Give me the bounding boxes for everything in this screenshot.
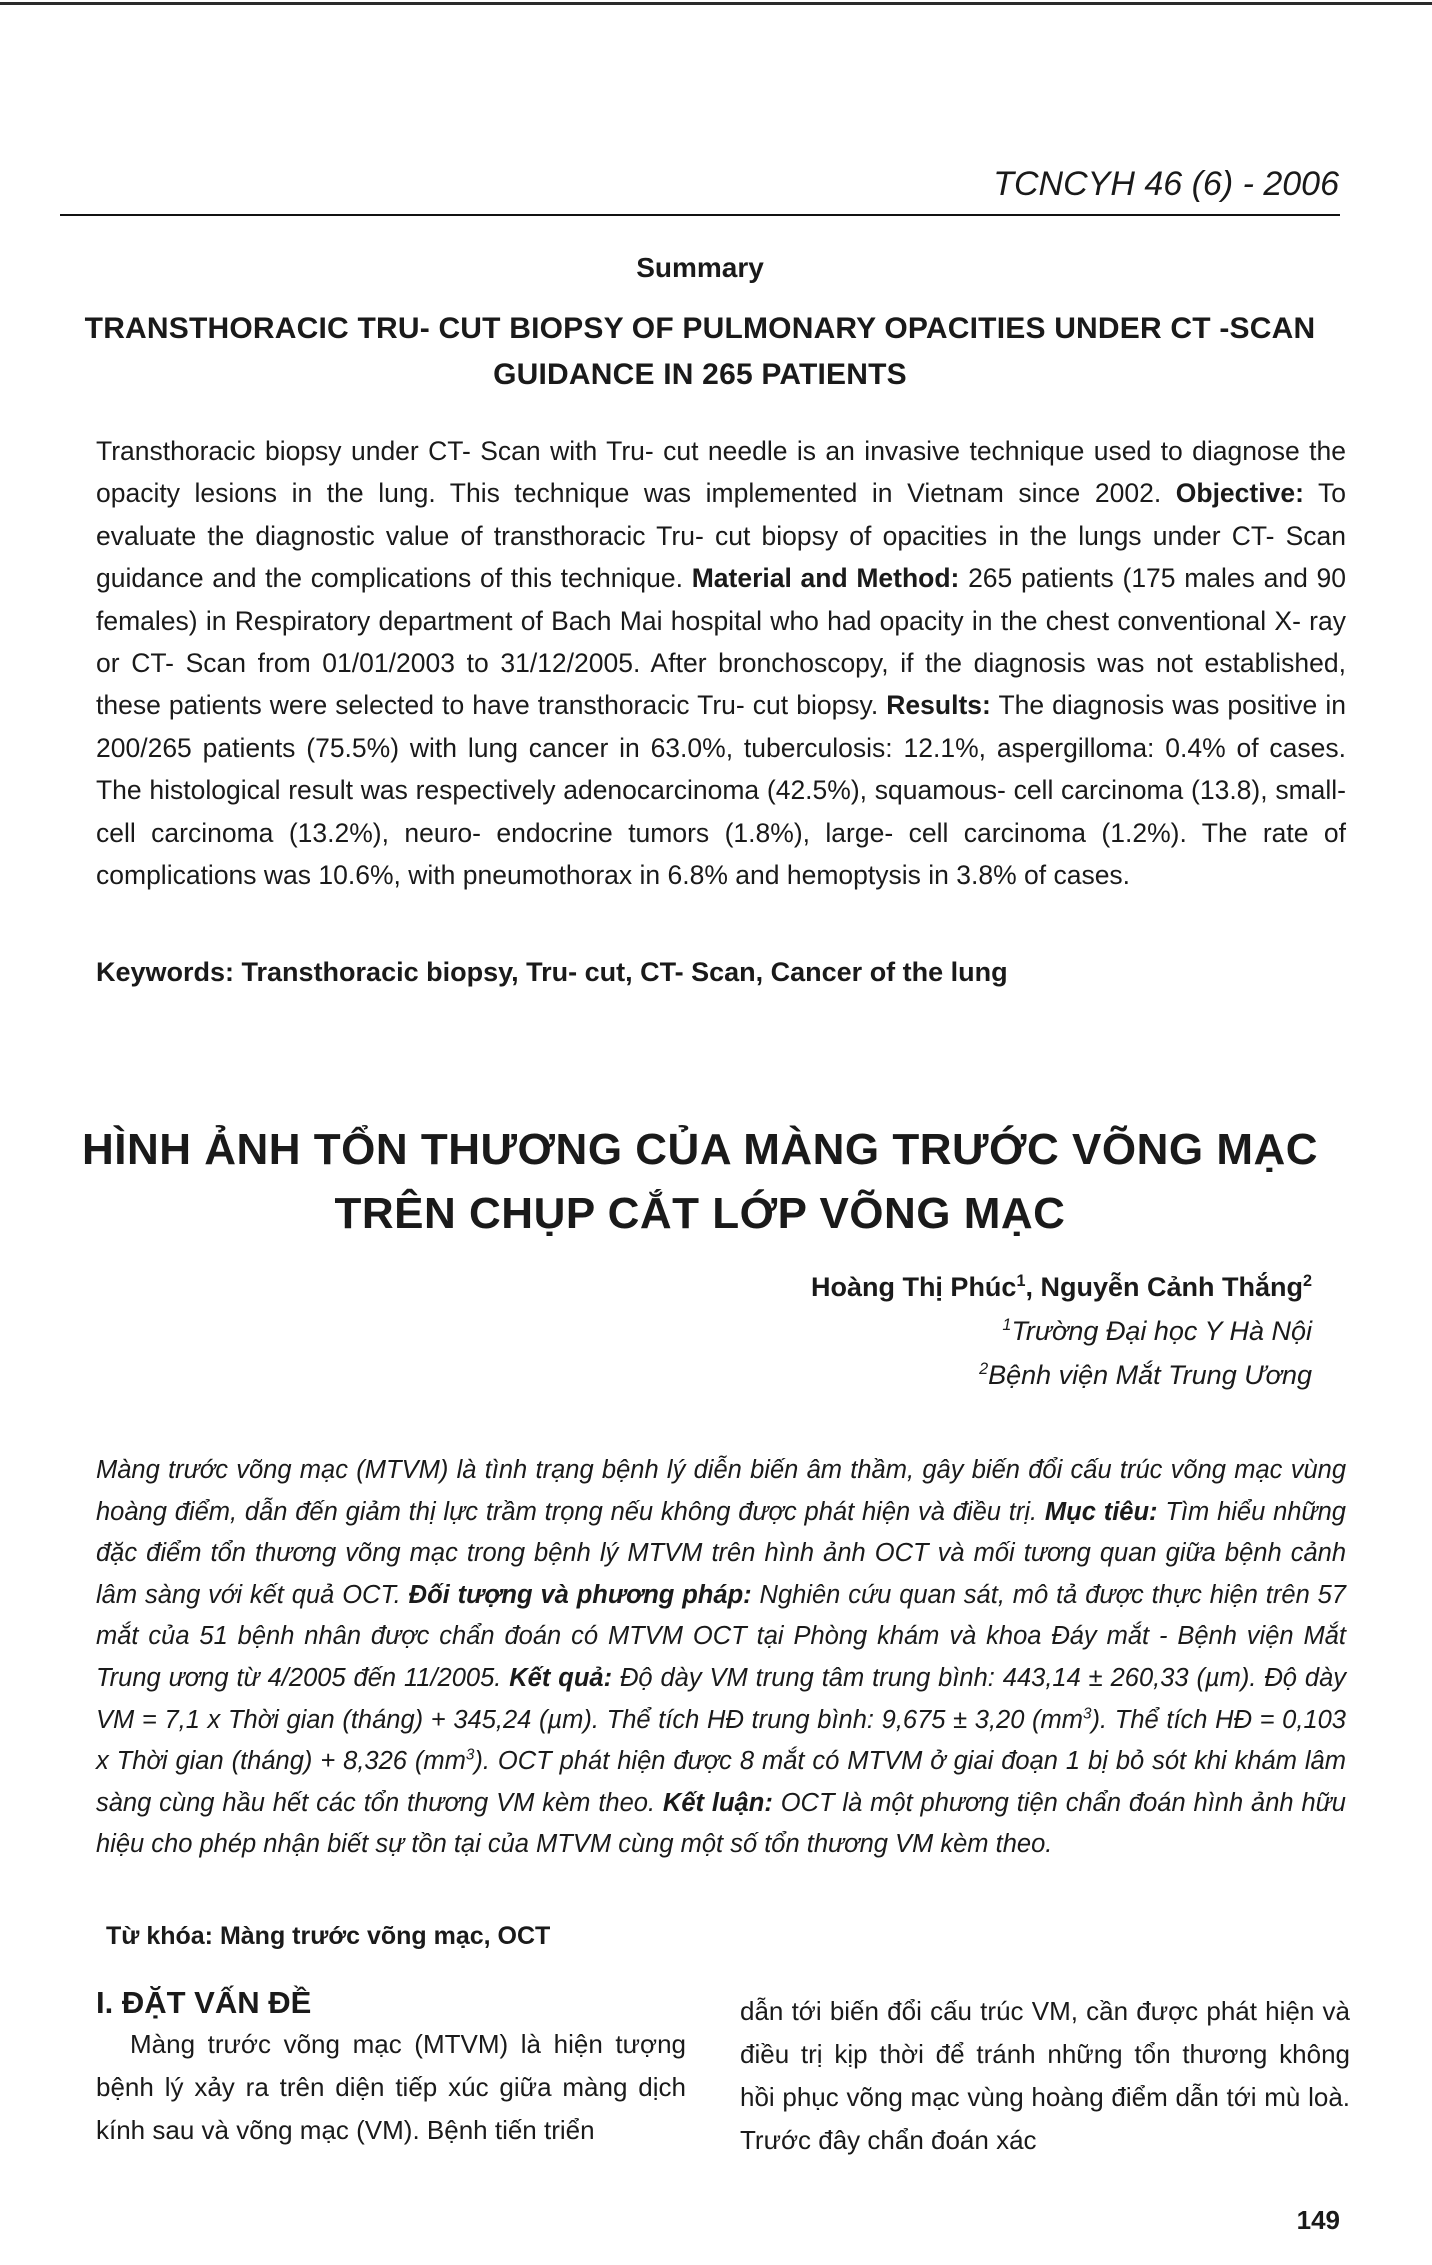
affiliation-2-text: Bệnh viện Mắt Trung Ương [988,1360,1312,1390]
method-text: 265 patients (175 males and 90 females) in Respiratory department of Bach Mai hospital who had opacity in the chest conventional X- ray or CT- Scan from 01/01/2003 to 31/12/2005. After bronchoscopy, if the diagnosis was not established, these patients were selected to have transthoracic Tru- cut biopsy. [96,563,1347,721]
article-title-line-1: HÌNH ẢNH TỔN THƯƠNG CỦA MÀNG TRƯỚC VÕNG MẠC [81,1125,1319,1174]
vn-abstract-intro: Màng trước võng mạc (MTVM) là tình trạng bệnh lý diễn biến âm thầm, gây biến đổi cấu trúc võng mạc vùng hoàng điểm, dẫn đến giảm thị lực trầm trọng nếu không được phát hiện và điều trị. [96,1456,1346,1526]
article-title-line-2: TRÊN CHỤP CẮT LỚP VÕNG MẠC [334,1189,1066,1238]
english-abstract [96,430,1346,896]
author-2-sup: 2 [1302,1272,1312,1290]
objective-label: Objective: [1175,478,1304,509]
journal-citation: TCNCYH 46 (6) - 2006 [993,165,1339,203]
page-number: 149 [1296,2205,1340,2235]
vn-results-text-a: Độ dày VM trung tâm trung bình: 443,14 ± 260,33 (µm). Độ dày VM = 7,1 x Thời gian (tháng) + 345,24 (µm). Thể tích HĐ trung bình: 9,675 ± 3,20 (mm [96,1663,1347,1734]
vn-conclusion-text: OCT là một phương tiện chẩn đoán hình ảnh hữu hiệu cho phép nhận biết sự tồn tại của MTVM cùng một số tổn thương VM kèm theo. [96,1788,1346,1859]
vn-aim-label: Mục tiêu: [1044,1497,1158,1526]
vn-results-text-b: ). Thể tích HĐ = 0,103 x Thời gian (tháng) + 8,326 (mm [96,1705,1346,1776]
english-keywords: Keywords: Transthoracic biopsy, Tru- cut, CT- Scan, Cancer of the lung [96,957,1008,987]
author-names [811,1265,1312,1309]
vn-results-label: Kết quả: [509,1663,613,1692]
english-title-line-1: TRANSTHORACIC TRU- CUT BIOPSY OF PULMONARY OPACITIES UNDER CT -SCAN [84,312,1316,345]
vn-method-label: Đối tượng và phương pháp: [408,1580,752,1609]
english-title-line-2: GUIDANCE IN 265 PATIENTS [493,358,907,391]
summary-label: Summary [636,252,764,283]
top-border-line [0,2,1432,5]
affiliation-1-sup: 1 [1002,1316,1012,1334]
author-1-sup: 1 [1016,1272,1026,1290]
author-1: Hoàng Thị Phúc [810,1272,1017,1302]
vn-results-sup-1: 3 [1083,1705,1092,1723]
vn-aim-text: Tìm hiểu những đặc điểm tổn thương võng mạc trong bệnh lý MTVM trên hình ảnh OCT và mối tương quan giữa bệnh cảnh lâm sàng với kết quả OCT. [96,1497,1346,1609]
header-rule [60,214,1340,216]
objective-text: To evaluate the diagnostic value of transthoracic Tru- cut biopsy of opacities in the lungs under CT- Scan guidance and the complications of this technique. [96,478,1346,594]
article-title [60,1118,1340,1246]
results-text: The diagnosis was positive in 200/265 patients (75.5%) with lung cancer in 63.0%, tuberculosis: 12.1%, aspergilloma: 0.4% of cases. The histological result was respectively adenocarcinoma (42.5%), squamous- cell carcinoma (13.8), small- cell carcinoma (13.2%), neuro- endocrine tumors (1.8%), large- cell carcinoma (1.2%). The rate of complications was 10.6%, with pneumothorax in 6.8% and hemoptysis in 3.8% of cases. [96,690,1346,891]
body-column-right [740,1990,1350,2162]
author-separator: , [1025,1272,1041,1302]
abstract-intro: Transthoracic biopsy under CT- Scan with Tru- cut needle is an invasive technique used to diagnose the opacity lesions in the lung. This technique was implemented in Vietnam since 2002. [96,436,1346,509]
affiliation-1-text: Trường Đại học Y Hà Nội [1011,1316,1312,1346]
results-label: Results: [886,690,991,721]
body-column-left [96,1985,686,2152]
method-label: Material and Method: [691,563,960,594]
vietnamese-keywords: Từ khóa: Màng trước võng mạc, OCT [106,1922,551,1950]
vn-method-text: Nghiên cứu quan sát, mô tả được thực hiện trên 57 mắt của 51 bệnh nhân được chẩn đoán có MTVM OCT tại Phòng khám và khoa Đáy mắt - Bệnh viện Mắt Trung ương từ 4/2005 đến 11/2005. [96,1580,1346,1692]
vn-results-text-c: ). OCT phát hiện được 8 mắt có MTVM ở giai đoạn 1 bị bỏ sót khi khám lâm sàng cùng hầu hết các tổn thương VM kèm theo. [96,1747,1346,1817]
section-paragraph-left: Màng trước võng mạc (MTVM) là hiện tượng bệnh lý xảy ra trên diện tiếp xúc giữa màng dịch kính sau và võng mạc (VM). Bệnh tiến triển [96,2029,686,2145]
vietnamese-abstract [96,1450,1346,1866]
affiliation-2 [811,1353,1312,1397]
english-title [60,306,1340,398]
author-2: Nguyễn Cảnh Thắng [1040,1272,1303,1302]
section-heading: I. ĐẶT VẤN ĐỀ [96,1985,312,2020]
affiliation-1 [811,1309,1312,1353]
vn-conclusion-label: Kết luận: [662,1788,773,1817]
section-paragraph-right: dẫn tới biến đổi cấu trúc VM, cần được phát hiện và điều trị kịp thời để tránh những tổn thương không hồi phục võng mạc vùng hoàng điểm dẫn tới mù loà. Trước đây chẩn đoán xác [740,1996,1350,2155]
vn-results-sup-2: 3 [465,1746,475,1764]
affiliation-2-sup: 2 [979,1360,989,1378]
author-block [811,1265,1312,1397]
